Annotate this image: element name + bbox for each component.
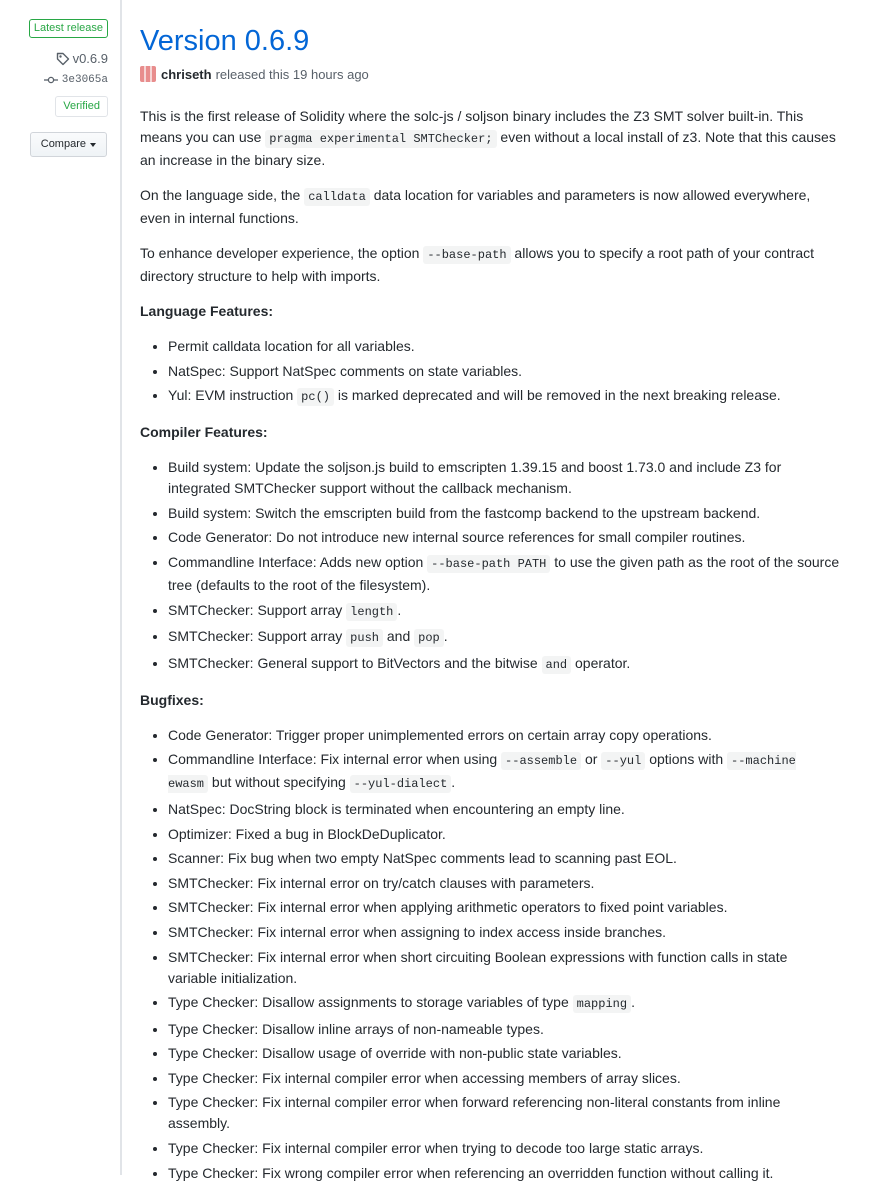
text: to use the given path as the root of the source tree (defaults to the root of the filesystem). — [168, 553, 840, 593]
avatar[interactable] — [140, 66, 156, 82]
list-item: • SMTChecker: Fix internal error when assigning to index access inside branches. — [168, 922, 840, 943]
list-item: • Type Checker: Fix internal compiler error when accessing members of array slices. — [168, 1068, 840, 1089]
text: Type Checker: Disallow assignments to storage variables of type — [168, 994, 573, 1011]
list-item — [168, 385, 840, 408]
inline-code: and — [542, 656, 572, 674]
intro-paragraph-1 — [140, 106, 840, 171]
list-item: • Type Checker: Fix wrong compiler error when referencing an overridden function without calling it. — [168, 1163, 840, 1184]
inline-code: pop — [414, 629, 444, 647]
compare-button[interactable] — [30, 132, 107, 157]
list-item: • Scanner: Fix bug when two empty NatSpec comments lead to scanning past EOL. — [168, 848, 840, 869]
compiler-features-heading: Compiler Features: — [140, 424, 268, 441]
list-item: • NatSpec: Support NatSpec comments on state variables. — [168, 361, 840, 382]
inline-code: calldata — [304, 188, 370, 206]
list-item: • SMTChecker: Fix internal error on try/catch clauses with parameters. — [168, 873, 840, 894]
inline-code: length — [346, 603, 397, 621]
caret-down-icon — [90, 143, 96, 147]
inline-code: --assemble — [501, 752, 581, 770]
list-item — [168, 552, 840, 596]
list-item: • NatSpec: DocString block is terminated when encountering an empty line. — [168, 799, 840, 820]
tag-icon — [56, 52, 70, 66]
release-sidebar — [0, 0, 122, 1175]
text: . — [443, 628, 448, 645]
text: is marked deprecated and will be removed in the next breaking release. — [333, 387, 781, 404]
text: Yul: EVM instruction — [168, 387, 298, 404]
list-item: • SMTChecker: Fix internal error when applying arithmetic operators to fixed point variables. — [168, 897, 840, 918]
list-item: • Code Generator: Do not introduce new internal source references for small compiler routines. — [168, 527, 840, 548]
compiler-features-list — [140, 457, 840, 676]
list-item: • Type Checker: Disallow usage of override with non-public state variables. — [168, 1043, 840, 1064]
release-title[interactable]: Version 0.6.9 — [140, 25, 310, 57]
inline-code: mapping — [573, 995, 631, 1013]
text: SMTChecker: Support array — [168, 601, 347, 618]
text: This is the first release of Solidity where the solc-js / soljson binary includes the Z3 SMT solver built-in. This means you can use — [140, 108, 804, 145]
release-meta — [140, 66, 840, 82]
verified-badge[interactable]: Verified — [55, 96, 108, 117]
list-item: • Type Checker: Fix internal compiler error when forward referencing non-literal constants from inline assembly. — [168, 1092, 840, 1134]
list-item — [168, 626, 840, 649]
bugfixes-list — [140, 725, 840, 1184]
inline-code: --yul — [601, 752, 645, 770]
commit-icon — [44, 76, 58, 84]
tag-link[interactable] — [56, 51, 108, 66]
text: Commandline Interface: Fix internal error when using — [168, 751, 502, 768]
tag-name: v0.6.9 — [72, 51, 108, 66]
text: but without specifying — [208, 774, 350, 791]
list-item — [168, 992, 840, 1015]
inline-code: --base-path — [423, 246, 510, 264]
compare-label: Compare — [40, 138, 86, 150]
list-item — [168, 600, 840, 623]
inline-code: --yul-dialect — [350, 775, 452, 793]
text: SMTChecker: General support to BitVectors and the bitwise — [168, 654, 542, 671]
list-item: • Type Checker: Disallow inline arrays of non-nameable types. — [168, 1019, 840, 1040]
text: even without a local install of z3. Note that this causes an increase in the binary size. — [140, 129, 836, 168]
release-time: released this 19 hours ago — [215, 66, 369, 82]
list-item — [168, 653, 840, 676]
text: . — [451, 774, 456, 791]
commit-link[interactable] — [44, 74, 108, 86]
bugfixes-heading: Bugfixes: — [140, 691, 204, 708]
author-link[interactable]: chriseth — [161, 66, 212, 82]
intro-paragraph-2 — [140, 185, 840, 229]
list-item: • Code Generator: Trigger proper unimplemented errors on certain array copy operations. — [168, 725, 840, 746]
intro-paragraph-3 — [140, 243, 840, 287]
inline-code: --machine ewasm — [168, 754, 796, 792]
commit-sha: 3e3065a — [61, 74, 108, 86]
list-item: • Permit calldata location for all variables. — [168, 336, 840, 357]
text: SMTChecker: Support array — [168, 628, 347, 645]
list-item: • Type Checker: Fix internal compiler error when trying to decode too large static arrays. — [168, 1138, 840, 1159]
list-item: • Optimizer: Fixed a bug in BlockDeDuplicator. — [168, 824, 840, 845]
text: data location for variables and parameters is now allowed everywhere, even in internal functions. — [140, 187, 811, 226]
text: and — [382, 628, 415, 645]
inline-code: push — [346, 629, 383, 647]
language-features-heading: Language Features: — [140, 303, 274, 319]
latest-release-badge: Latest release — [29, 19, 108, 38]
text: On the language side, the — [140, 187, 305, 203]
text: allows you to specify a root path of your contract directory structure to help with imports. — [140, 245, 815, 284]
inline-code: pragma experimental SMTChecker; — [265, 130, 496, 148]
text: . — [631, 994, 635, 1011]
language-features-list — [140, 336, 840, 408]
inline-code: --base-path PATH — [427, 555, 550, 573]
inline-code: pc() — [297, 388, 334, 406]
text: . — [397, 601, 402, 618]
release-notes — [140, 106, 840, 1184]
text: Commandline Interface: Adds new option — [168, 553, 428, 570]
list-item — [168, 749, 840, 795]
text: options with — [645, 751, 728, 768]
release-main — [140, 22, 840, 1198]
text: operator. — [571, 654, 631, 671]
list-item: • Build system: Switch the emscripten build from the fastcomp backend to the upstream backend. — [168, 503, 840, 524]
list-item: • Build system: Update the soljson.js build to emscripten 1.39.15 and boost 1.73.0 and include Z3 for integrated SMTChecker support without the callback mechanism. — [168, 457, 840, 499]
list-item: • SMTChecker: Fix internal error when short circuiting Boolean expressions with function calls in state variable initialization. — [168, 947, 840, 989]
text: or — [581, 751, 602, 768]
text: To enhance developer experience, the option — [140, 245, 424, 261]
